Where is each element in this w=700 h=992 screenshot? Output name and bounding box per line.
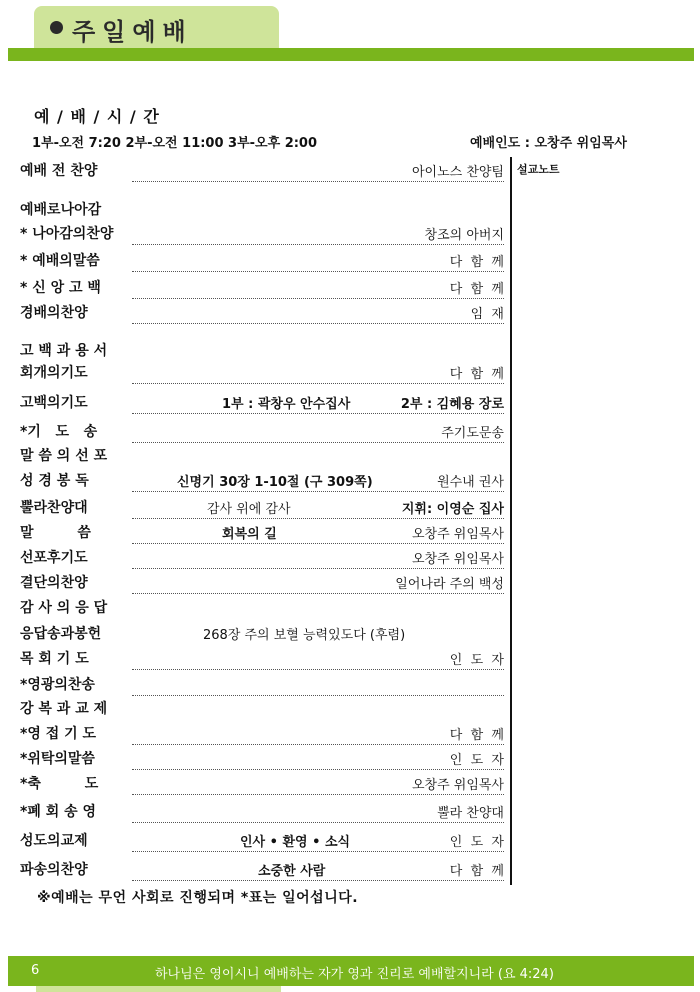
dotted-rule <box>132 271 504 272</box>
dotted-rule <box>132 769 504 770</box>
program-item-label: 성 경 봉 독 <box>20 473 89 489</box>
program-item-person: 아이노스 찬양팀 <box>411 165 504 180</box>
program-item-person: 원수내 권사 <box>437 475 504 490</box>
program-row <box>0 468 510 492</box>
program-item-person: 창조의 아버지 <box>424 228 504 243</box>
program-row <box>0 672 510 696</box>
program-item-person: 뿔라 찬양대 <box>437 806 504 821</box>
program-row <box>0 495 510 519</box>
worship-leader: 예배인도 : 오창주 위임목사 <box>470 136 627 151</box>
program-item-label: * 신 앙 고 백 <box>20 280 101 296</box>
program-item-label: 회개의기도 <box>20 365 88 381</box>
program-item-label: * 예배의말씀 <box>20 253 100 269</box>
dotted-rule <box>132 383 504 384</box>
dotted-rule <box>132 593 504 594</box>
program-item-label: 성도의교제 <box>20 833 88 849</box>
program-item-label: *영광의찬송 <box>20 677 95 693</box>
dotted-rule <box>132 491 504 492</box>
program-item-label: *영 접 기 도 <box>20 726 97 742</box>
program-row <box>0 390 510 414</box>
program-item-label: 고 백 과 용 서 <box>20 343 108 359</box>
dotted-rule <box>132 323 504 324</box>
program-item-person: 다 함 께 <box>449 864 504 879</box>
program-item-person: 오창주 위임목사 <box>411 527 504 542</box>
program-item-label: 결단의찬양 <box>20 575 88 591</box>
program-item-label: *폐 회 송 영 <box>20 804 97 820</box>
dotted-rule <box>132 822 504 823</box>
program-item-label: *축 도 <box>20 776 99 792</box>
dotted-rule <box>132 543 504 544</box>
program-row <box>0 799 510 823</box>
page-title: 주일예배 <box>72 18 193 46</box>
program-item-detail: 268장 주의 보혈 능력있도다 (후렴) <box>203 628 406 643</box>
program-item-person: 인 도 자 <box>449 753 504 768</box>
program-item-detail: 소중한 사람 <box>258 864 326 879</box>
dotted-rule <box>132 181 504 182</box>
program-item-person: 인 도 자 <box>449 835 504 850</box>
program-item-label: 파송의찬양 <box>20 862 88 878</box>
program-row <box>0 197 510 221</box>
program-row <box>0 443 510 467</box>
program-item-label: 예배 전 찬양 <box>20 163 98 179</box>
program-item-person: 주기도문송 <box>441 426 504 441</box>
program-row <box>0 545 510 569</box>
dotted-rule <box>132 851 504 852</box>
program-item-person: 다 함 께 <box>449 282 504 297</box>
program-row <box>0 857 510 881</box>
program-row <box>0 595 510 619</box>
program-item-person: 임 재 <box>470 307 504 322</box>
dotted-rule <box>132 244 504 245</box>
program-item-person: 지휘: 이영순 집사 <box>401 502 504 517</box>
program-item-person: 일어나라 주의 백성 <box>395 577 504 592</box>
program-row <box>0 621 510 645</box>
program-row <box>0 360 510 384</box>
program-row <box>0 746 510 770</box>
dotted-rule <box>132 880 504 881</box>
service-times: 1부-오전 7:20 2부-오전 11:00 3부-오후 2:00 <box>32 136 318 151</box>
program-item-label: 응답송과봉헌 <box>20 626 102 642</box>
program-item-label: 말 씀 의 선 포 <box>20 448 108 464</box>
program-item-person: 2부 : 김혜용 장로 <box>400 397 504 412</box>
program-item-detail: 회복의 길 <box>222 527 277 542</box>
program-item-label: 강 복 과 교 제 <box>20 701 108 717</box>
program-row <box>0 275 510 299</box>
program-item-person: 오창주 위임목사 <box>411 552 504 567</box>
program-item-label: 선포후기도 <box>20 550 88 566</box>
program-item-person: 오창주 위임목사 <box>411 778 504 793</box>
program-item-detail: 신명기 30장 1-10절 (구 309쪽) <box>177 475 373 490</box>
program-row <box>0 570 510 594</box>
program-item-detail: 1부 : 곽창우 안수집사 <box>222 397 351 412</box>
program-row <box>0 419 510 443</box>
program-row <box>0 248 510 272</box>
dotted-rule <box>132 413 504 414</box>
column-divider <box>510 157 512 885</box>
program-row <box>0 221 510 245</box>
program-item-detail: 인사 • 환영 • 소식 <box>240 835 351 850</box>
program-item-label: 감 사 의 응 답 <box>20 600 108 616</box>
dotted-rule <box>132 669 504 670</box>
sermon-notes-label: 설교노트 <box>517 163 560 176</box>
program-row <box>0 646 510 670</box>
bullet-icon <box>50 21 63 34</box>
program-item-person: 인 도 자 <box>449 653 504 668</box>
program-item-person: 다 함 께 <box>449 367 504 382</box>
program-item-person: 다 함 께 <box>449 255 504 270</box>
program-row <box>0 771 510 795</box>
program-item-label: 뿔라찬양대 <box>20 500 88 516</box>
program-row <box>0 300 510 324</box>
program-item-label: 목 회 기 도 <box>20 651 89 667</box>
program-item-label: 고백의기도 <box>20 395 88 411</box>
program-item-person: 다 함 께 <box>449 728 504 743</box>
program-row <box>0 828 510 852</box>
page-number: 6 <box>31 963 40 978</box>
program-row <box>0 520 510 544</box>
program-item-label: * 나아감의찬양 <box>20 226 114 242</box>
program-item-label: *위탁의말씀 <box>20 751 95 767</box>
program-item-label: 예배로나아감 <box>20 202 102 218</box>
program-row <box>0 158 510 182</box>
program-item-label: 경배의찬양 <box>20 305 88 321</box>
dotted-rule <box>132 794 504 795</box>
header-bar <box>8 48 694 61</box>
dotted-rule <box>132 518 504 519</box>
footnote: ※예배는 무언 사회로 진행되며 *표는 일어섭니다. <box>37 890 359 906</box>
program-row <box>0 721 510 745</box>
footer-tab <box>36 986 281 992</box>
program-row <box>0 338 510 362</box>
program-item-detail: 감사 위에 감사 <box>207 502 291 517</box>
program-item-label: *기 도 송 <box>20 424 98 440</box>
dotted-rule <box>132 568 504 569</box>
section-title: 예 / 배 / 시 / 간 <box>34 107 160 126</box>
program-row <box>0 696 510 720</box>
dotted-rule <box>132 298 504 299</box>
program-item-label: 말 씀 <box>20 525 91 541</box>
dotted-rule <box>132 744 504 745</box>
footer-verse: 하나님은 영이시니 예배하는 자가 영과 진리로 예배할지니라 (요 4:24) <box>155 967 554 982</box>
